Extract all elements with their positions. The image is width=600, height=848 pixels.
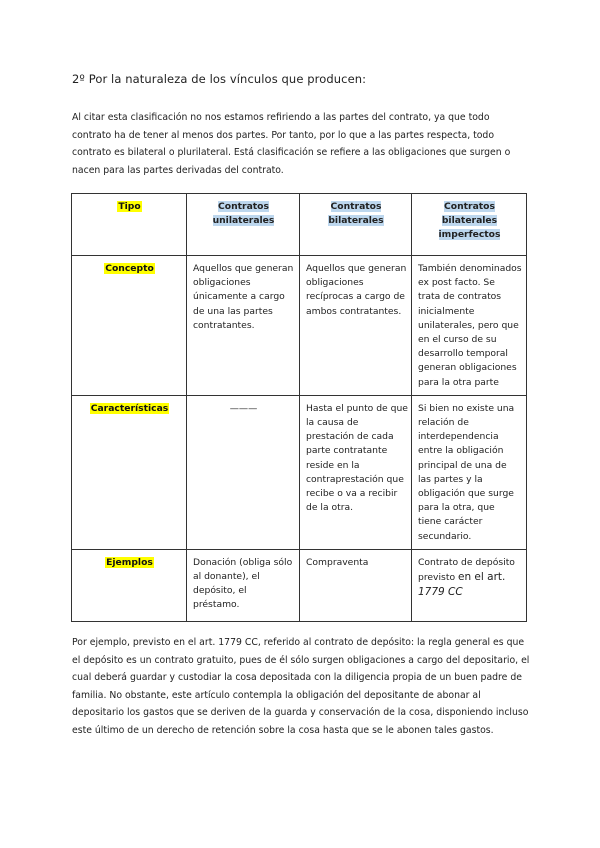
cell-line: de una las partes [193, 305, 273, 317]
row-label-cell [72, 395, 187, 549]
cell-line: obligación que surge [418, 488, 514, 500]
cell-line: trata de contratos [418, 291, 502, 303]
cell-line: en el curso de su [418, 334, 497, 346]
cell-line: principal de una de [418, 459, 507, 471]
cell-line: Contrato de depósito [418, 556, 515, 568]
table-cell [412, 549, 527, 621]
table-row [72, 256, 527, 396]
header-cell-tipo [72, 194, 187, 256]
cell-line: Compraventa [306, 556, 369, 568]
cell-line: previsto [418, 572, 456, 584]
cell-line: prestación de cada [306, 431, 394, 443]
cell-line: ambos contratantes. [306, 305, 402, 317]
cell-line: Aquellos que generan [306, 263, 407, 274]
header-text: unilaterales [212, 215, 275, 227]
cell-line: También denominados [418, 263, 522, 274]
header-text: bilaterales [441, 215, 498, 227]
header-tipo-label: Tipo [118, 201, 141, 212]
cell-line: para la otra parte [418, 376, 499, 388]
intro-line: nacen para las partes derivadas del contrato. [72, 164, 284, 176]
cell-line: 1779 CC [418, 586, 463, 599]
cell-line: inicialmente [418, 305, 475, 317]
cell-line: ex post facto. Se [418, 277, 495, 289]
table-header-row [72, 194, 527, 256]
empty-dash: ——— [229, 402, 258, 414]
cell-line: recibe o va a recibir [306, 488, 398, 500]
table-cell [300, 256, 412, 396]
cell-line: en el art. [457, 571, 506, 584]
header-text: Contratos [218, 201, 269, 212]
closing-line: depositario los gastos que se deriven de la guarda y conservación de la cosa, disponiendo incluso [72, 707, 529, 719]
cell-line: contratantes. [193, 319, 255, 331]
closing-line: el depósito es un contrato gratuito, pues de él sólo surgen obligaciones a cargo del depositario, el [72, 654, 530, 666]
intro-line: contrato es bilateral o plurilateral. Está clasificación se refiere a las obligaciones que surgen o [72, 147, 511, 159]
row-label-concepto: Concepto [105, 263, 154, 274]
cell-line: las partes y la [418, 473, 483, 485]
cell-line: la causa de [306, 417, 359, 429]
cell-line: préstamo. [193, 599, 240, 611]
cell-line: Si bien no existe una [418, 402, 515, 414]
section-heading: 2º Por la naturaleza de los vínculos que producen: [72, 72, 367, 86]
cell-line: desarrollo temporal [418, 348, 508, 360]
cell-line: recíprocas a cargo de [306, 291, 405, 303]
cell-line: únicamente a cargo [193, 291, 285, 303]
cell-line: al donante), el [193, 571, 260, 583]
cell-line: de la otra. [306, 502, 354, 514]
header-text: Contratos [444, 201, 495, 212]
cell-line: Donación (obliga sólo [193, 556, 293, 568]
table-cell [187, 549, 300, 621]
row-label-cell [72, 256, 187, 396]
intro-line: Al citar esta clasificación no nos estamos refiriendo a las partes del contrato, ya que todo [72, 112, 490, 123]
table-cell [187, 256, 300, 396]
cell-line: depósito, el [193, 585, 247, 597]
closing-paragraph [72, 634, 530, 740]
cell-line: generan obligaciones [418, 362, 517, 374]
table-cell [187, 395, 300, 549]
cell-line: obligaciones [193, 277, 251, 289]
intro-line: contrato ha de tener al menos dos partes. Por tanto, por lo que a las partes respecta, todo [72, 129, 495, 141]
cell-line: obligaciones [306, 277, 364, 289]
cell-line: reside en la [306, 459, 360, 471]
table-cell [300, 549, 412, 621]
table-cell [300, 395, 412, 549]
cell-line: Aquellos que generan [193, 263, 294, 274]
contracts-table [71, 193, 527, 622]
closing-line: Por ejemplo, previsto en el art. 1779 CC, referido al contrato de depósito: la regla general es que [72, 637, 525, 648]
table-row [72, 395, 527, 549]
cell-line: contraprestación que [306, 473, 404, 485]
row-label-cell [72, 549, 187, 621]
header-text: imperfectos [438, 229, 501, 241]
closing-line: familia. No obstante, este artículo contempla la obligación del depositante de abonar al [72, 689, 481, 701]
cell-line: entre la obligación [418, 445, 504, 457]
cell-line: Hasta el punto de que [306, 402, 408, 414]
closing-line: este último de un derecho de retención sobre la cosa hasta que se le abonen tales gastos. [72, 724, 494, 736]
intro-paragraph [72, 109, 530, 179]
cell-line: para la otra, que [418, 502, 495, 514]
row-label-caracteristicas: Características [90, 402, 169, 414]
cell-line: interdependencia [418, 431, 499, 443]
header-cell-bilaterales [300, 194, 412, 256]
table-cell [412, 395, 527, 549]
closing-line: cual deberá guardar y custodiar la cosa depositada con la diligencia propia de un buen padre de [72, 672, 522, 684]
cell-line: unilaterales, pero que [418, 319, 519, 331]
cell-line: relación de [418, 417, 469, 429]
cell-line: secundario. [418, 530, 472, 542]
header-cell-unilaterales [187, 194, 300, 256]
table-row [72, 549, 527, 621]
header-text: bilaterales [328, 215, 384, 227]
table-cell [412, 256, 527, 396]
row-label-ejemplos: Ejemplos [106, 556, 153, 568]
cell-line: parte contratante [306, 445, 388, 457]
cell-line: tiene carácter [418, 516, 483, 528]
header-text: Contratos [330, 201, 382, 212]
header-cell-imperfectos [412, 194, 527, 256]
